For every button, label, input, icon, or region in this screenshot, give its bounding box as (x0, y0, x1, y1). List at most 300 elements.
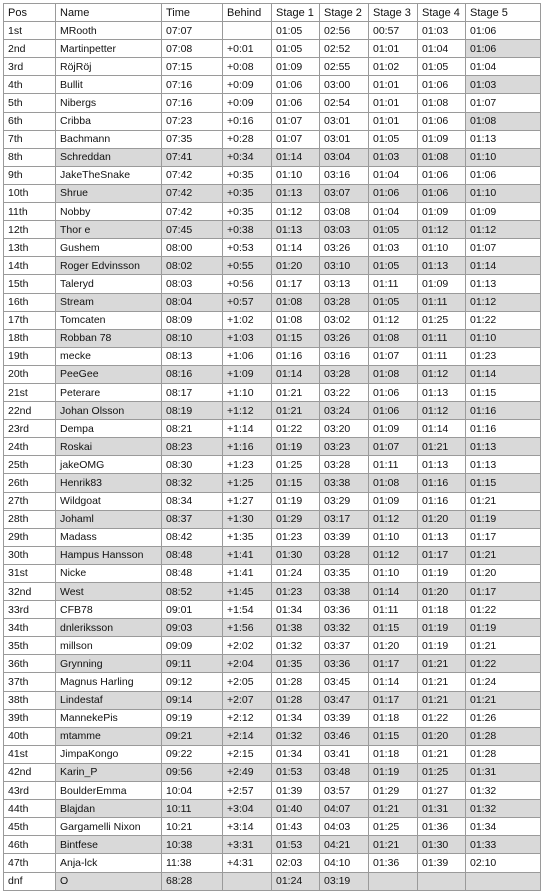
stage-2-cell: 04:21 (320, 836, 369, 854)
stage-3-cell: 01:06 (369, 402, 418, 420)
behind-cell: +0:56 (223, 275, 272, 293)
pos-cell: 3rd (4, 58, 56, 76)
col-header-stage-3: Stage 3 (369, 4, 418, 22)
col-header-stage-2: Stage 2 (320, 4, 369, 22)
table-row (4, 854, 541, 872)
stage-4-cell: 01:21 (418, 691, 466, 709)
behind-cell: +2:02 (223, 637, 272, 655)
stage-3-cell: 01:14 (369, 583, 418, 601)
pos-cell: 45th (4, 818, 56, 836)
stage-2-cell: 03:29 (320, 492, 369, 510)
stage-4-cell: 01:12 (418, 365, 466, 383)
time-cell: 07:23 (162, 112, 223, 130)
stage-5-cell: 01:06 (466, 40, 541, 58)
stage-4-cell: 01:06 (418, 112, 466, 130)
stage-1-cell: 01:24 (272, 872, 320, 890)
stage-1-cell: 01:24 (272, 564, 320, 582)
stage-2-cell: 03:24 (320, 402, 369, 420)
stage-4-cell: 01:08 (418, 94, 466, 112)
name-cell: Roger Edvinsson (56, 257, 162, 275)
behind-cell: +1:41 (223, 564, 272, 582)
stage-5-cell: 01:06 (466, 166, 541, 184)
name-cell: Nibergs (56, 94, 162, 112)
name-cell: millson (56, 637, 162, 655)
stage-5-cell: 01:17 (466, 528, 541, 546)
name-cell: Johan Olsson (56, 402, 162, 420)
name-cell: Martinpetter (56, 40, 162, 58)
stage-4-cell: 01:13 (418, 383, 466, 401)
stage-4-cell: 01:39 (418, 854, 466, 872)
stage-4-cell: 01:31 (418, 800, 466, 818)
stage-5-cell: 01:23 (466, 347, 541, 365)
stage-2-cell: 03:36 (320, 601, 369, 619)
stage-1-cell: 01:14 (272, 148, 320, 166)
behind-cell: +1:25 (223, 474, 272, 492)
stage-2-cell: 03:28 (320, 365, 369, 383)
stage-1-cell: 01:07 (272, 130, 320, 148)
stage-3-cell: 01:17 (369, 691, 418, 709)
table-row (4, 709, 541, 727)
behind-cell: +1:09 (223, 365, 272, 383)
stage-1-cell: 01:39 (272, 782, 320, 800)
name-cell: jakeOMG (56, 456, 162, 474)
pos-cell: 42nd (4, 763, 56, 781)
time-cell: 08:16 (162, 365, 223, 383)
stage-4-cell (418, 872, 466, 890)
stage-3-cell: 01:10 (369, 564, 418, 582)
stage-5-cell: 01:24 (466, 673, 541, 691)
time-cell: 07:07 (162, 22, 223, 40)
table-row (4, 745, 541, 763)
table-row (4, 58, 541, 76)
time-cell: 10:11 (162, 800, 223, 818)
stage-4-cell: 01:21 (418, 673, 466, 691)
behind-cell: +2:14 (223, 727, 272, 745)
name-cell: Thor e (56, 221, 162, 239)
stage-1-cell: 01:20 (272, 257, 320, 275)
col-header-name: Name (56, 4, 162, 22)
stage-3-cell: 01:05 (369, 293, 418, 311)
behind-cell: +0:38 (223, 221, 272, 239)
stage-2-cell: 02:54 (320, 94, 369, 112)
behind-cell: +1:10 (223, 383, 272, 401)
stage-2-cell: 03:38 (320, 583, 369, 601)
stage-1-cell: 01:30 (272, 546, 320, 564)
stage-1-cell: 01:19 (272, 492, 320, 510)
stage-4-cell: 01:19 (418, 619, 466, 637)
stage-4-cell: 01:13 (418, 528, 466, 546)
behind-cell: +0:08 (223, 58, 272, 76)
table-row (4, 184, 541, 202)
stage-3-cell: 01:01 (369, 40, 418, 58)
stage-2-cell: 03:41 (320, 745, 369, 763)
stage-1-cell: 01:06 (272, 76, 320, 94)
stage-2-cell: 03:16 (320, 347, 369, 365)
pos-cell: 13th (4, 239, 56, 257)
name-cell: CFB78 (56, 601, 162, 619)
stage-1-cell: 01:10 (272, 166, 320, 184)
behind-cell: +0:53 (223, 239, 272, 257)
pos-cell: 19th (4, 347, 56, 365)
time-cell: 09:22 (162, 745, 223, 763)
stage-4-cell: 01:06 (418, 166, 466, 184)
table-row (4, 94, 541, 112)
stage-2-cell: 03:26 (320, 239, 369, 257)
stage-4-cell: 01:04 (418, 40, 466, 58)
time-cell: 10:38 (162, 836, 223, 854)
time-cell: 09:11 (162, 655, 223, 673)
time-cell: 07:42 (162, 203, 223, 221)
time-cell: 08:19 (162, 402, 223, 420)
table-row (4, 619, 541, 637)
time-cell: 08:37 (162, 510, 223, 528)
time-cell: 09:12 (162, 673, 223, 691)
stage-3-cell: 01:21 (369, 836, 418, 854)
behind-cell: +1:56 (223, 619, 272, 637)
stage-2-cell: 03:46 (320, 727, 369, 745)
pos-cell: 46th (4, 836, 56, 854)
stage-5-cell: 01:21 (466, 637, 541, 655)
stage-2-cell: 03:39 (320, 709, 369, 727)
stage-2-cell: 03:28 (320, 456, 369, 474)
time-cell: 08:48 (162, 564, 223, 582)
table-row (4, 148, 541, 166)
stage-3-cell: 01:19 (369, 763, 418, 781)
stage-1-cell: 01:17 (272, 275, 320, 293)
time-cell: 08:48 (162, 546, 223, 564)
stage-2-cell: 03:45 (320, 673, 369, 691)
stage-2-cell: 03:35 (320, 564, 369, 582)
stage-5-cell: 01:08 (466, 112, 541, 130)
stage-5-cell: 01:28 (466, 727, 541, 745)
stage-1-cell: 01:28 (272, 673, 320, 691)
stage-2-cell: 03:08 (320, 203, 369, 221)
time-cell: 07:42 (162, 166, 223, 184)
name-cell: Madass (56, 528, 162, 546)
pos-cell: 20th (4, 365, 56, 383)
behind-cell: +0:55 (223, 257, 272, 275)
stage-4-cell: 01:19 (418, 564, 466, 582)
time-cell: 07:16 (162, 76, 223, 94)
stage-5-cell: 01:28 (466, 745, 541, 763)
stage-1-cell: 01:29 (272, 510, 320, 528)
name-cell: Nobby (56, 203, 162, 221)
col-header-stage-4: Stage 4 (418, 4, 466, 22)
stage-3-cell: 01:15 (369, 727, 418, 745)
table-row (4, 637, 541, 655)
stage-5-cell: 01:03 (466, 76, 541, 94)
table-row (4, 383, 541, 401)
time-cell: 11:38 (162, 854, 223, 872)
stage-1-cell: 01:25 (272, 456, 320, 474)
name-cell: Henrik83 (56, 474, 162, 492)
stage-3-cell: 01:11 (369, 456, 418, 474)
time-cell: 09:14 (162, 691, 223, 709)
stage-5-cell: 01:20 (466, 564, 541, 582)
stage-2-cell: 02:55 (320, 58, 369, 76)
stage-5-cell: 01:13 (466, 275, 541, 293)
time-cell: 10:21 (162, 818, 223, 836)
table-row (4, 311, 541, 329)
stage-4-cell: 01:30 (418, 836, 466, 854)
pos-cell: 32nd (4, 583, 56, 601)
stage-2-cell: 04:07 (320, 800, 369, 818)
table-row (4, 402, 541, 420)
time-cell: 07:08 (162, 40, 223, 58)
stage-5-cell: 01:09 (466, 203, 541, 221)
stage-2-cell: 03:04 (320, 148, 369, 166)
name-cell: Robban 78 (56, 329, 162, 347)
stage-3-cell: 01:05 (369, 221, 418, 239)
table-row (4, 691, 541, 709)
behind-cell (223, 22, 272, 40)
stage-4-cell: 01:08 (418, 148, 466, 166)
table-row (4, 673, 541, 691)
name-cell: mtamme (56, 727, 162, 745)
stage-4-cell: 01:25 (418, 763, 466, 781)
table-row (4, 438, 541, 456)
behind-cell: +2:49 (223, 763, 272, 781)
table-row (4, 836, 541, 854)
stage-1-cell: 01:09 (272, 58, 320, 76)
stage-5-cell: 01:31 (466, 763, 541, 781)
stage-2-cell: 03:00 (320, 76, 369, 94)
stage-3-cell: 01:02 (369, 58, 418, 76)
stage-1-cell: 01:15 (272, 474, 320, 492)
stage-5-cell: 01:10 (466, 148, 541, 166)
table-row (4, 655, 541, 673)
table-row (4, 528, 541, 546)
time-cell: 09:09 (162, 637, 223, 655)
stage-3-cell: 01:04 (369, 166, 418, 184)
pos-cell: 22nd (4, 402, 56, 420)
stage-4-cell: 01:11 (418, 293, 466, 311)
stage-2-cell: 03:03 (320, 221, 369, 239)
stage-4-cell: 01:11 (418, 347, 466, 365)
table-row (4, 76, 541, 94)
behind-cell: +0:09 (223, 94, 272, 112)
stage-4-cell: 01:03 (418, 22, 466, 40)
stage-5-cell (466, 872, 541, 890)
stage-2-cell: 03:07 (320, 184, 369, 202)
stage-5-cell: 01:10 (466, 184, 541, 202)
stage-4-cell: 01:25 (418, 311, 466, 329)
stage-2-cell: 03:28 (320, 293, 369, 311)
stage-5-cell: 01:15 (466, 474, 541, 492)
stage-3-cell: 01:01 (369, 76, 418, 94)
stage-4-cell: 01:13 (418, 456, 466, 474)
behind-cell: +1:35 (223, 528, 272, 546)
stage-5-cell: 01:22 (466, 655, 541, 673)
stage-2-cell: 02:56 (320, 22, 369, 40)
stage-2-cell: 03:37 (320, 637, 369, 655)
stage-3-cell: 01:21 (369, 800, 418, 818)
stage-4-cell: 01:17 (418, 546, 466, 564)
time-cell: 08:32 (162, 474, 223, 492)
stage-4-cell: 01:19 (418, 637, 466, 655)
stage-5-cell: 01:33 (466, 836, 541, 854)
time-cell: 09:03 (162, 619, 223, 637)
behind-cell: +1:06 (223, 347, 272, 365)
stage-4-cell: 01:18 (418, 601, 466, 619)
behind-cell: +0:16 (223, 112, 272, 130)
pos-cell: 44th (4, 800, 56, 818)
stage-1-cell: 01:13 (272, 184, 320, 202)
stage-5-cell: 01:32 (466, 782, 541, 800)
stage-1-cell: 01:05 (272, 22, 320, 40)
stage-3-cell: 01:25 (369, 818, 418, 836)
stage-4-cell: 01:06 (418, 76, 466, 94)
name-cell: Karin_P (56, 763, 162, 781)
behind-cell (223, 872, 272, 890)
stage-3-cell: 01:11 (369, 275, 418, 293)
stage-4-cell: 01:06 (418, 184, 466, 202)
stage-4-cell: 01:21 (418, 438, 466, 456)
stage-1-cell: 01:07 (272, 112, 320, 130)
stage-2-cell: 03:13 (320, 275, 369, 293)
stage-1-cell: 01:38 (272, 619, 320, 637)
stage-2-cell: 03:16 (320, 166, 369, 184)
stage-3-cell: 00:57 (369, 22, 418, 40)
behind-cell: +1:54 (223, 601, 272, 619)
name-cell: Shrue (56, 184, 162, 202)
stage-1-cell: 01:05 (272, 40, 320, 58)
stage-3-cell: 01:18 (369, 709, 418, 727)
pos-cell: 27th (4, 492, 56, 510)
stage-2-cell: 03:32 (320, 619, 369, 637)
stage-4-cell: 01:16 (418, 474, 466, 492)
name-cell: JakeTheSnake (56, 166, 162, 184)
name-cell: Gushem (56, 239, 162, 257)
time-cell: 10:04 (162, 782, 223, 800)
stage-5-cell: 01:16 (466, 402, 541, 420)
time-cell: 07:41 (162, 148, 223, 166)
stage-3-cell: 01:01 (369, 94, 418, 112)
table-row (4, 601, 541, 619)
pos-cell: 25th (4, 456, 56, 474)
stage-5-cell: 01:04 (466, 58, 541, 76)
table-row (4, 329, 541, 347)
time-cell: 07:16 (162, 94, 223, 112)
stage-3-cell: 01:09 (369, 420, 418, 438)
table-row (4, 420, 541, 438)
stage-3-cell: 01:06 (369, 184, 418, 202)
behind-cell: +1:23 (223, 456, 272, 474)
stage-1-cell: 01:53 (272, 836, 320, 854)
behind-cell: +1:27 (223, 492, 272, 510)
stage-4-cell: 01:20 (418, 727, 466, 745)
name-cell: mecke (56, 347, 162, 365)
pos-cell: 1st (4, 22, 56, 40)
stage-3-cell: 01:10 (369, 528, 418, 546)
stage-1-cell: 01:43 (272, 818, 320, 836)
name-cell: Peterare (56, 383, 162, 401)
pos-cell: 9th (4, 166, 56, 184)
stage-4-cell: 01:05 (418, 58, 466, 76)
stage-2-cell: 03:23 (320, 438, 369, 456)
table-row (4, 800, 541, 818)
name-cell: MannekePis (56, 709, 162, 727)
stage-3-cell: 01:05 (369, 130, 418, 148)
name-cell: Lindestaf (56, 691, 162, 709)
table-row (4, 365, 541, 383)
stage-1-cell: 01:14 (272, 239, 320, 257)
stage-4-cell: 01:20 (418, 583, 466, 601)
stage-1-cell: 01:35 (272, 655, 320, 673)
stage-2-cell: 03:48 (320, 763, 369, 781)
behind-cell: +0:01 (223, 40, 272, 58)
behind-cell: +0:35 (223, 203, 272, 221)
stage-2-cell: 03:47 (320, 691, 369, 709)
table-row (4, 727, 541, 745)
time-cell: 08:34 (162, 492, 223, 510)
stage-3-cell: 01:29 (369, 782, 418, 800)
name-cell: Blajdan (56, 800, 162, 818)
stage-4-cell: 01:14 (418, 420, 466, 438)
stage-1-cell: 01:53 (272, 763, 320, 781)
pos-cell: 18th (4, 329, 56, 347)
stage-3-cell: 01:09 (369, 492, 418, 510)
time-cell: 08:42 (162, 528, 223, 546)
name-cell: Tomcaten (56, 311, 162, 329)
stage-4-cell: 01:27 (418, 782, 466, 800)
behind-cell: +2:05 (223, 673, 272, 691)
stage-3-cell: 01:20 (369, 637, 418, 655)
stage-5-cell: 01:12 (466, 221, 541, 239)
pos-cell: 4th (4, 76, 56, 94)
time-cell: 08:21 (162, 420, 223, 438)
stage-2-cell: 04:03 (320, 818, 369, 836)
time-cell: 07:35 (162, 130, 223, 148)
pos-cell: 16th (4, 293, 56, 311)
stage-3-cell: 01:04 (369, 203, 418, 221)
time-cell: 08:10 (162, 329, 223, 347)
stage-1-cell: 01:14 (272, 365, 320, 383)
table-row (4, 130, 541, 148)
stage-3-cell: 01:12 (369, 510, 418, 528)
name-cell: Bullit (56, 76, 162, 94)
pos-cell: 11th (4, 203, 56, 221)
name-cell: Schreddan (56, 148, 162, 166)
time-cell: 09:21 (162, 727, 223, 745)
time-cell: 08:52 (162, 583, 223, 601)
stage-5-cell: 01:13 (466, 438, 541, 456)
stage-3-cell: 01:07 (369, 347, 418, 365)
pos-cell: 23rd (4, 420, 56, 438)
stage-4-cell: 01:09 (418, 203, 466, 221)
stage-5-cell: 01:16 (466, 420, 541, 438)
pos-cell: 17th (4, 311, 56, 329)
name-cell: Nicke (56, 564, 162, 582)
behind-cell: +0:28 (223, 130, 272, 148)
stage-2-cell: 03:28 (320, 546, 369, 564)
pos-cell: 35th (4, 637, 56, 655)
pos-cell: 26th (4, 474, 56, 492)
name-cell: Johaml (56, 510, 162, 528)
stage-1-cell: 01:28 (272, 691, 320, 709)
stage-2-cell: 03:38 (320, 474, 369, 492)
pos-cell: 37th (4, 673, 56, 691)
pos-cell: 41st (4, 745, 56, 763)
table-row (4, 510, 541, 528)
behind-cell: +2:04 (223, 655, 272, 673)
col-header-stage-5: Stage 5 (466, 4, 541, 22)
pos-cell: 28th (4, 510, 56, 528)
stage-1-cell: 01:21 (272, 383, 320, 401)
stage-3-cell: 01:12 (369, 546, 418, 564)
stage-2-cell: 03:19 (320, 872, 369, 890)
stage-5-cell: 01:21 (466, 546, 541, 564)
